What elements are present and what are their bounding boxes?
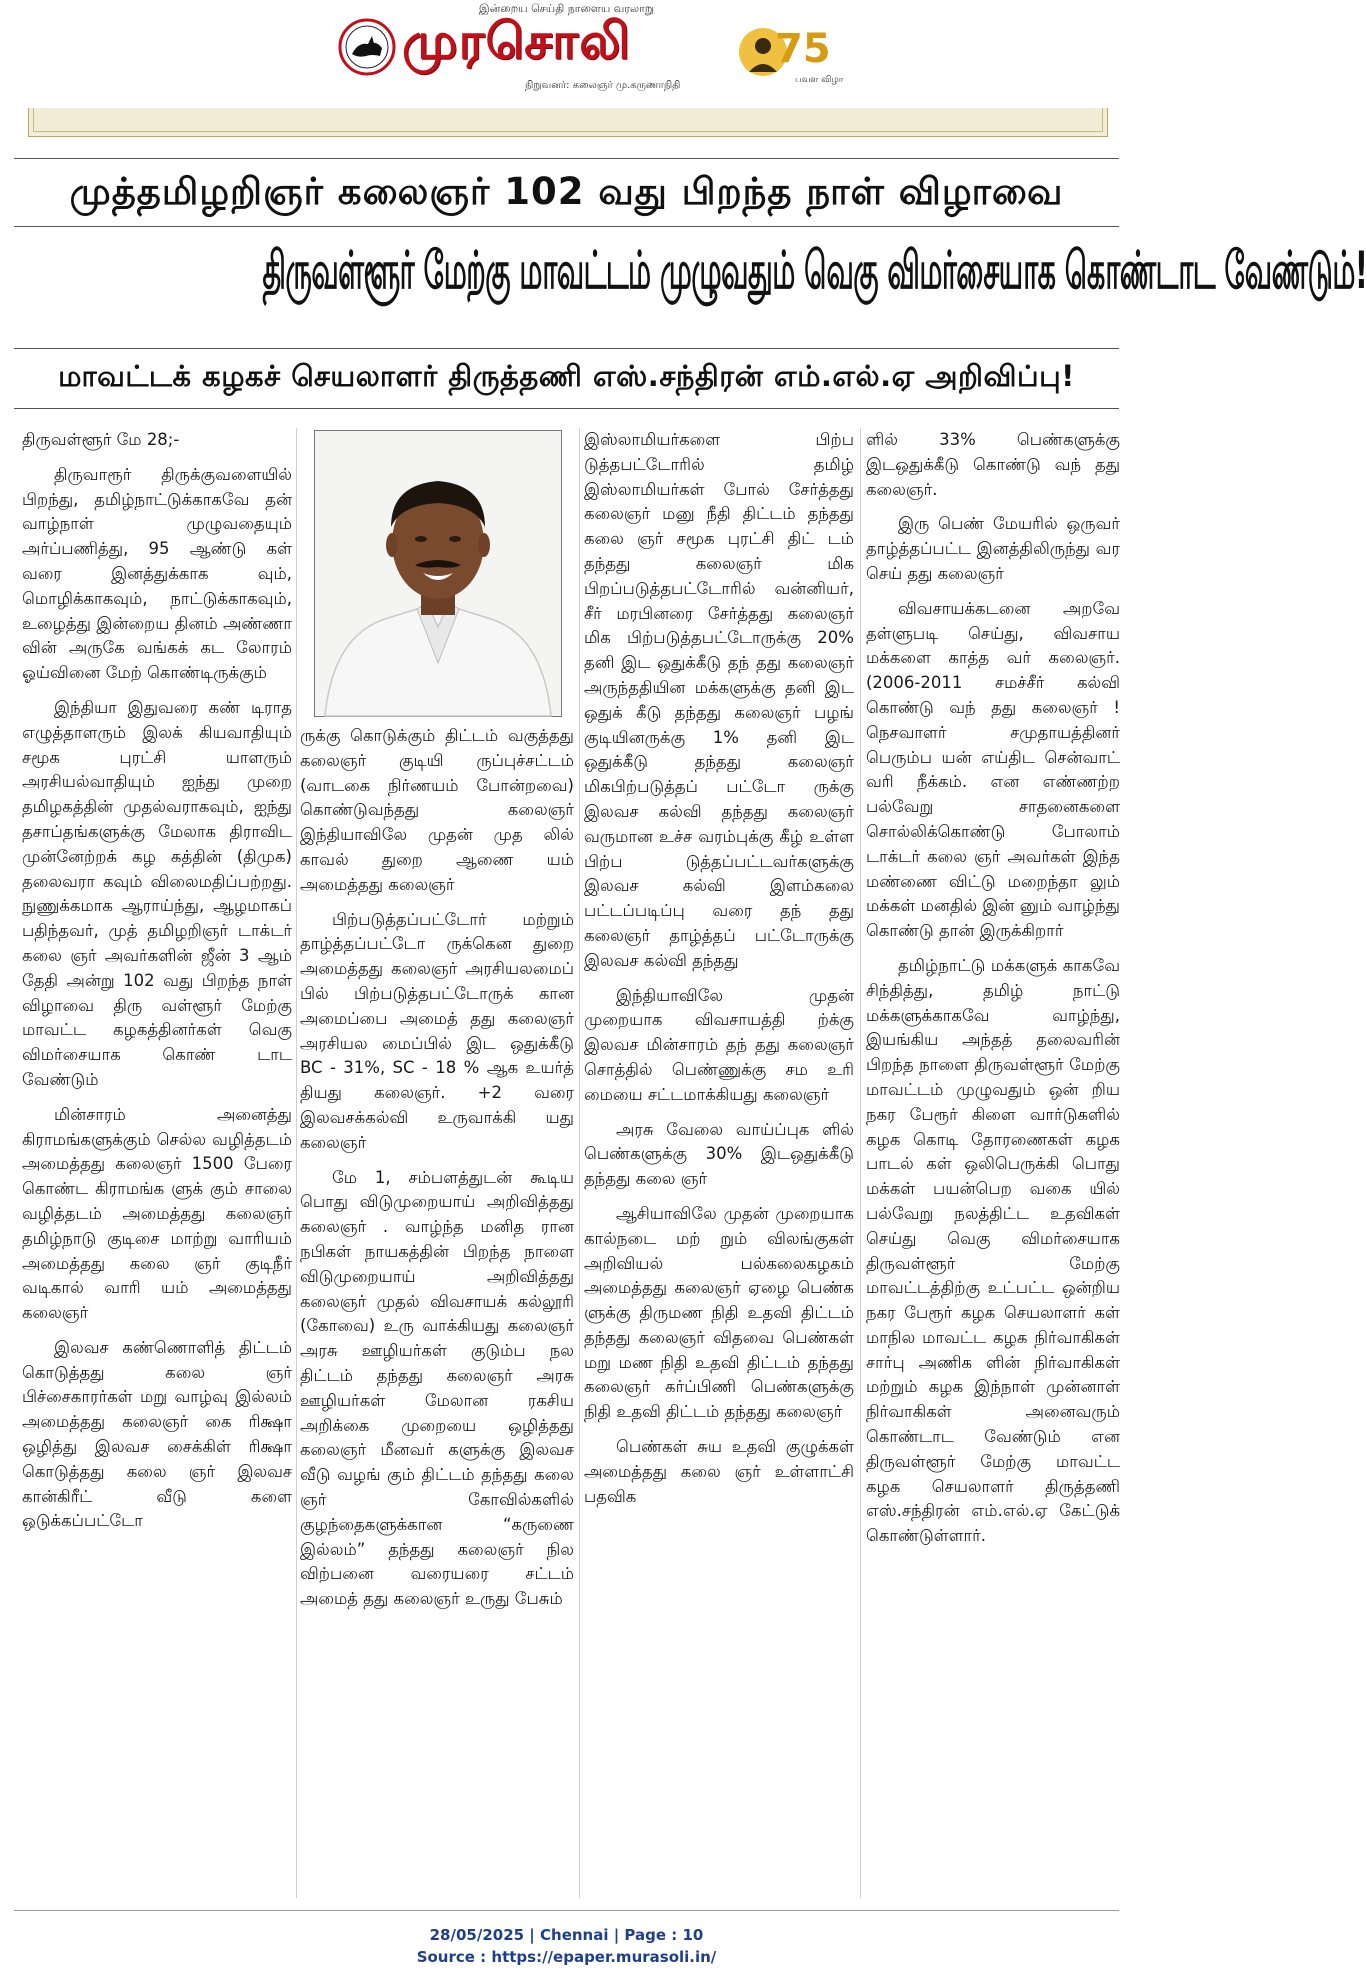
article-paragraph: பெண்கள் சுய உதவி குழுக்கள் அமைத்தது கலை ஞர் உள்ளாட்சி பதவிக (584, 1437, 854, 1506)
article-paragraph: பிற்படுத்தப்பட்டோர் மற்றும் தாழ்த்தப்பட்டோ ருக்கென துறை அமைத்தது கலைஞர் அரசியலமைப் பில் பிற்படுத்தபட்டோருக் கான அமைப்பை அமைத் தது கலைஞர் அரசியல மைப்பில் இட ஒதுக்கீடு BC - 31%, SC - 18 % ஆக உயர்த் தியது கலைஞர். +2 வரை இலவசக்கல்வி உருவாக்கி யது கலைஞர் (300, 909, 574, 1152)
article-paragraph: இந்தியாவிலே முதன் முறையாக விவசாயத்தி ற்க்கு இலவச மின்சாரம் தந் தது கலைஞர் சொத்தில் பெண்ணுக்கு சம உரி மையை சட்டமாக்கியது கலைஞர் (584, 985, 854, 1104)
column-rule (579, 428, 580, 1898)
party-emblem-icon (338, 18, 396, 76)
anniversary-caption: பவள விழா (795, 75, 844, 85)
article-paragraph: ளில் 33% பெண்களுக்கு இடஒதுக்கீடு கொண்டு வந் தது கலைஞர். (866, 430, 1120, 499)
article-paragraph: இலவச கண்ணொளித் திட்டம் கொடுத்தது கலை ஞர் பிச்சைகாரர்கள் மறு வாழ்வு இல்லம் அமைத்தது கலைஞர் கை ரிக்ஷா ஒழித்து இலவச சைக்கிள் ரிக்ஷா கொடுத்தது கலை ஞர் இலவச கான்கிரீட் வீடு களை ஒடுக்கப்பட்டோ (22, 1337, 292, 1531)
divider (14, 226, 1119, 227)
masthead-tagline: இன்றைய செய்தி நாளைய வரலாறு (478, 2, 655, 15)
divider (14, 408, 1119, 409)
article-paragraph: மே 1, சம்பளத்துடன் கூடிய பொது விடுமுறையாய் அறிவித்தது கலைஞர் . வாழ்ந்த மனித ரான நபிகள் நாயகத்தின் பிறந்த நாளை விடுமுறையாய் அறிவித்தது கலைஞர் முதல் விவசாயக் கல்லூரி (கோவை) உரு வாக்கியது கலைஞர் அரசு ஊழியர்கள் குடும்ப நல திட்டம் தந்தது கலைஞர் அரசு ஊழியர்கள் மேலான ரகசிய அறிக்கை முறையை ஒழித்தது கலைஞர் மீனவர் களுக்கு இலவச வீடு வழங் கும் திட்டம் தந்தது கலை ஞர் கோவில்களில் குழந்தைகளுக்கான “கருணை இல்லம்” தந்தது கலைஞர் நில விற்பனை வரையரை சட்டம் அமைத் தது கலைஞர் உருது பேசும் (300, 1167, 574, 1609)
masthead-frame (28, 108, 1108, 137)
article-paragraph: ஆசியாவிலே முதன் முறையாக கால்நடை மற் றும் விலங்குகள் அறிவியல் பல்கலைகழகம் அமைத்தது கலைஞர் ஏழை பெண்க ளுக்கு திருமண நிதி உதவி திட்டம் தந்தது கலைஞர் விதவை பெண்கள் மறு மண நிதி உதவி திட்டம் தந்தது கலைஞர் கர்ப்பிணி பெண்களுக்கு நிதி உதவி திட்டம் தந்தது கலைஞர் (584, 1203, 854, 1422)
divider (14, 158, 1119, 159)
article-column-2 (300, 724, 574, 1622)
divider (14, 348, 1119, 349)
article-paragraph: திருவாரூர் திருக்குவளையில் பிறந்து, தமிழ்நாட்டுக்காகவே தன் வாழ்நாள் முழுவதையும் அர்ப்பணித்து, 95 ஆண்டு கள் வரை இனத்துக்காக வும், மொழிக்காகவும், நாட்டுக்காகவும், உழைத்து இன்றைய தினம் அண்ணா வின் அருகே வங்கக் கட லோரம் ஓய்வினை மேற் கொண்டிருக்கும் (22, 464, 292, 683)
article-paragraph: இரு பெண் மேயரில் ஒருவர் தாழ்த்தப்பட்ட இனத்திலிருந்து வர செய் தது கலைஞர் (866, 514, 1120, 583)
article-paragraph: மின்சாரம் அனைத்து கிராமங்களுக்கும் செல்ல வழித்தடம் அமைத்தது கலைஞர் 1500 பேரை கொண்ட கிராமங்க ளுக் கும் சாலை வழித்தடம் அமைத்தது கலைஞர் தமிழ்நாடு குடிசை மாற்று வாரியம் அமைத்தது கலை ஞர் குடிநீர் வடிகால் வாரி யம் அமைத்தது கலைஞர் (22, 1104, 292, 1323)
footer-date-page: 28/05/2025 | Chennai | Page : 10 (429, 1926, 704, 1944)
column-rule (860, 428, 861, 1898)
article-column-3 (584, 428, 854, 1519)
article-paragraph: விவசாயக்கடனை அறவே தள்ளுபடி செய்து, விவசாய மக்களை காத்த வர் கலைஞர். (2006-2011 சமச்சீர் கல்வி கொண்டு வந் தது கலைஞர் ! நெசவாளர் சமுதாயத்தினர் பெரும்ப யன் எய்திட சென்வாட் வரி நீக்கம். என எண்ணற்ற பல்வேறு சாதனைகளை சொல்லிக்கொண்டு போலாம் டாக்டர் கலை ஞர் அவர்கள் இந்த மண்ணை விட்டு மறைந்தா லும் மக்கள் மனதில் இன் னும் வாழ்ந்து கொண்டு தான் இருக்கிறார் (866, 598, 1120, 941)
article-column-1 (22, 428, 292, 1544)
newspaper-name: முரசொலி (402, 12, 631, 70)
author-photo (314, 430, 562, 717)
footer-source-link[interactable]: Source : https://epaper.murasoli.in/ (416, 1948, 717, 1966)
anniversary-75-logo (735, 12, 844, 92)
article-paragraph: தமிழ்நாட்டு மக்களுக் காகவே சிந்தித்து, தமிழ் நாட்டு மக்களுக்காகவே வாழ்ந்து, இயங்கிய அந்தத் தலைவரின் பிறந்த நாளை திருவள்ளூர் மேற்கு மாவட்டம் முழுவதும் ஒன் றிய நகர பேரூர் கிளை வார்டுகளில் கழக கொடி தோரணைகள் கழக பாடல் கள் ஒலிபெருக்கி பொது மக்கள் பயன்பெற வகை யில் பல்வேறு நலத்திட்ட உதவிகள் செய்து வெகு விமர்சையாக திருவள்ளூர் மேற்கு மாவட்டத்திற்கு உட்பட்ட ஒன்றிய நகர பேரூர் கழக செயலாளர் கள் மாநில மாவட்ட கழக நிர்வாகிகள் சார்பு அணிக ளின் நிர்வாகிகள் மற்றும் கழக இந்நாள் முன்னாள் நிர்வாகிகள் அனைவரும் கொண்டாட வேண்டும் என திருவள்ளூர் மேற்கு மாவட்ட கழக செயலாளர் திருத்தணி எஸ்.சந்திரன் எம்.எல்.ஏ கேட்டுக் கொண்டுள்ளார். (866, 955, 1120, 1546)
article-paragraph: இந்தியா இதுவரை கண் டிராத எழுத்தாளரும் இலக் கியவாதியும் சமூக புரட்சி யாளரும் அரசியல்வாதியும் ஐந்து முறை தமிழகத்தின் முதல்வராகவும், ஐந்து தசாப்தங்களுக்கு மேலாக திராவிட முன்னேற்றக் கழ கத்தின் (திமுக) தலைவரா கவும் விலைமதிப்பற்றது. நுணுக்கமாக ஆராய்ந்து, ஆழமாகப் பதிந்தவர், முத் தமிழறிஞர் டாக்டர் கலை ஞர் அவர்களின் ஜீன் 3 ஆம் தேதி அன்று 102 வது பிறந்த நாள் விழாவை திரு வள்ளூர் மேற்கு மாவட்ட கழகத்தினர்கள் வெகு விமர்சையாக கொண் டாட வேண்டும் (22, 697, 292, 1089)
portrait-image (315, 431, 561, 716)
article-deck: மாவட்டக் கழகச் செயலாளர் திருத்தணி எஸ்.சந்திரன் எம்.எல்.ஏ அறிவிப்பு! (58, 359, 1075, 393)
article-headline: திருவள்ளூர் மேற்கு மாவட்டம் முழுவதும் வெகு விமர்சையாக கொண்டாட வேண்டும்! (262, 241, 1367, 301)
anniversary-number: 75 (775, 26, 831, 72)
column-rule (296, 428, 297, 1898)
article-paragraph: இஸ்லாமியர்களை பிற்ப டுத்தபட்டோரில் தமிழ் இஸ்லாமியர்கள் போல் சேர்த்தது கலைஞர் மனு நீதி திட்டம் தந்தது கலை ஞர் சமூக புரட்சி திட் டம் தந்தது கலைஞர் மிக பிறப்படுத்தபட்டோரில் வன்னியர், சீர் மரபினரை சேர்த்தது கலைஞர் மிக பிற்படுத்தபட்டோருக்கு 20% தனி இட ஒதுக்கீடு தந் தது கலைஞர் அருந்ததியின மக்களுக்கு தனி இட ஒதுக் கீடு தந்தது கலைஞர் பழங் குடியினருக்கு 1% தனி இட ஒதுக்கீடு தந்தது கலைஞர் மிகபிற்படுத்தப் பட்டோ ருக்கு இலவச கல்வி தந்தது கலைஞர் வருமான உச்ச வரம்புக்கு கீழ் உள்ள பிற்ப டுத்தப்பட்டவர்களுக்கு இலவச கல்வி இளம்கலை பட்டப்படிப்பு வரை தந் தது கலைஞர் தாழ்த்தப் பட்டோருக்கு இலவச கல்வி தந்தது (584, 430, 854, 970)
article-kicker: முத்தமிழறிஞர் கலைஞர் 102 வது பிறந்த நாள் விழாவை (69, 170, 1064, 213)
article-column-4 (866, 428, 1120, 1559)
article-paragraph: ருக்கு கொடுக்கும் திட்டம் வகுத்தது கலைஞர் குடியி ருப்புச்சட்டம் (வாடகை நிர்ணயம் போன்றவை) கொண்டுவந்தது கலைஞர் இந்தியாவிலே முதன் முத லில் காவல் துறை ஆணை யம் அமைத்தது கலைஞர் (300, 726, 574, 894)
divider (14, 1910, 1119, 1911)
article-dateline: திருவள்ளூர் மே 28;- (22, 430, 180, 449)
masthead (0, 0, 1133, 105)
masthead-founder-line: நிறுவனர்: கலைஞர் மு.கருணாநிதி (525, 80, 681, 91)
article-paragraph: அரசு வேலை வாய்ப்புக ளில் பெண்களுக்கு 30% இடஒதுக்கீடு தந்தது கலை ஞர் (584, 1119, 854, 1189)
